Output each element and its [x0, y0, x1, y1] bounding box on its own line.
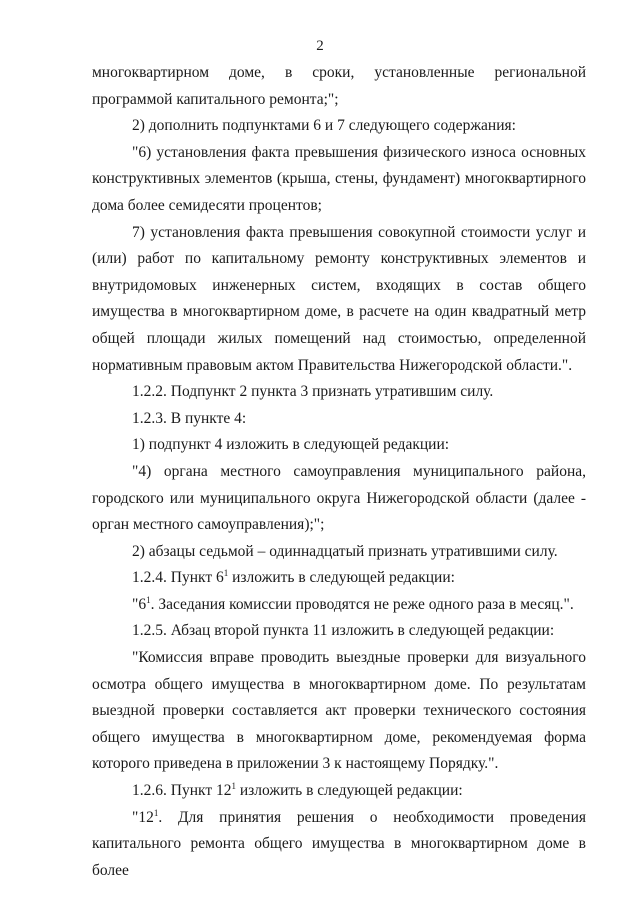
paragraph-10-text-end: изложить в следующей редакции: — [228, 569, 455, 587]
superscript: 1 — [153, 807, 159, 818]
paragraph-13: "Комиссия вправе проводить выездные проверки для визуального осмотра общего имущества в многоквартирном доме. По результатам выездной проверки составляется акт проверки технического состояния общего имущества в многоквартирном доме, рекомендуемая форма которого приведена в приложении 3 к настоящему Порядку.". — [92, 649, 586, 773]
paragraph-12: 1.2.5. Абзац второй пункта 11 изложить в следующей редакции: — [132, 622, 555, 640]
paragraph-4: 7) установления факта превышения совокупной стоимости услуг и (или) работ по капитальному ремонту конструктивных элементов и внутридомовых инженерных систем, входящих в состав общего имущества в многоквартирном доме, в расчете на один квадратный метр общей площади жилых помещений над стоимостью, определенной нормативным правовым актом Правительства Нижегородской области.". — [92, 223, 586, 374]
page-number: 2 — [316, 38, 324, 54]
paragraph-10 — [92, 565, 586, 592]
paragraph-15 — [92, 805, 586, 885]
paragraph-14-text: 1.2.6. Пункт 12 — [132, 782, 232, 800]
paragraph-10-text: 1.2.4. Пункт 6 — [132, 569, 224, 587]
paragraph-9: 2) абзацы седьмой – одиннадцатый признать утратившими силу. — [132, 542, 558, 560]
paragraph-14 — [92, 778, 586, 805]
paragraph-3: "6) установления факта превышения физического износа основных конструктивных элементов (крыша, стены, фундамент) многоквартирного дома более семидесяти процентов; — [92, 143, 586, 214]
paragraph-8: "4) органа местного самоуправления муниципального района, городского или муниципального округа Нижегородской области (далее - орган местного самоуправления);"; — [92, 462, 586, 534]
paragraph-15-text-end: . Для принятия решения о необходимости проведения капитального ремонта общего имущества в многоквартирном доме в более — [92, 808, 586, 879]
paragraph-14-text-end: изложить в следующей редакции: — [235, 782, 463, 800]
paragraph-6: 1.2.3. В пункте 4: — [132, 409, 247, 427]
paragraph-2: 2) дополнить подпунктами 6 и 7 следующего содержания: — [132, 117, 516, 135]
paragraph-5: 1.2.2. Подпункт 2 пункта 3 признать утратившим силу. — [132, 383, 494, 401]
paragraph-1: многоквартирном доме, в сроки, установленные региональной программой капитального ремонта;"; — [92, 64, 586, 108]
superscript: 1 — [146, 594, 151, 605]
superscript: 1 — [231, 781, 236, 792]
paragraph-15-text: "12 — [132, 808, 154, 826]
paragraph-11-text-end: . Заседания комиссии проводятся не реже одного раза в месяц.". — [150, 595, 574, 613]
paragraph-11 — [92, 592, 586, 619]
paragraph-11-text: "6 — [132, 595, 147, 613]
paragraph-7: 1) подпункт 4 изложить в следующей редакции: — [132, 436, 450, 454]
superscript: 1 — [223, 568, 229, 579]
body-text — [92, 60, 586, 884]
